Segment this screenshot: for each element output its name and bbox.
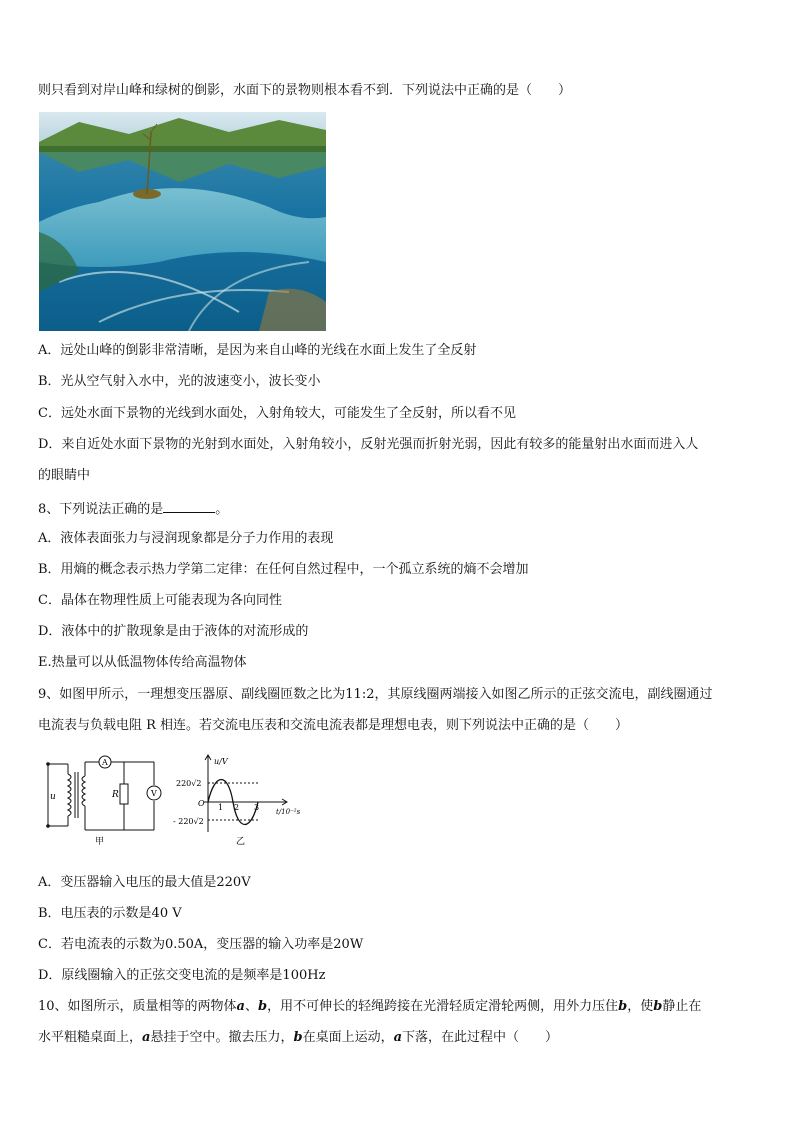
q8-option-e[interactable]: E.热量可以从低温物体传给高温物体 (38, 655, 247, 670)
y-max-label: 220√2 (176, 779, 202, 788)
q10-text: ，用不可伸长的轻绳跨接在光滑轻质定滑轮两侧，用外力压住 (267, 999, 619, 1014)
q9-stem-line1: 9、如图甲所示，一理想变压器原、副线圈匝数之比为11:2，其原线圈两端接入如图乙所示的正弦交流电，副线圈通过 (38, 687, 713, 702)
q7-stem-tail: 则只看到对岸山峰和绿树的倒影，水面下的景物则根本看不到．下列说法中正确的是（ ） (38, 83, 572, 98)
label-resistor: R (112, 790, 119, 800)
q8-option-b[interactable]: B．用熵的概念表示热力学第二定律：在任何自然过程中，一个孤立系统的熵不会增加 (38, 562, 529, 577)
q7-option-c[interactable]: C．远处水面下景物的光线到水面处，入射角较大，可能发生了全反射，所以看不见 (38, 406, 516, 421)
answer-blank[interactable] (163, 500, 215, 513)
q9-option-a[interactable]: A．变压器输入电压的最大值是220V (38, 875, 251, 890)
origin-label: O (198, 799, 205, 808)
tick-3: 3 (254, 803, 260, 812)
q10-var: a (236, 999, 245, 1014)
q8-stem-text: 8、下列说法正确的是 (38, 502, 164, 517)
q10-var: a (393, 1030, 403, 1045)
caption-jia: 甲 (95, 837, 105, 847)
q10-stem-line1 (38, 999, 701, 1015)
q8-stem-end: 。 (215, 502, 229, 517)
q9-stem-line2: 电流表与负载电阻 R 相连。若交流电压表和交流电流表都是理想电表，则下列说法中正确的是（ ） (38, 718, 629, 733)
y-min-label: - 220√2 (173, 817, 204, 826)
q10-text: 水平粗糙桌面上， (38, 1030, 143, 1045)
q10-text: 静止在 (662, 999, 702, 1014)
q8-option-d[interactable]: D．液体中的扩散现象是由于液体的对流形成的 (38, 624, 309, 639)
q7-option-d[interactable]: D．来自近处水面下景物的光射到水面处，入射角较小，反射光强而折射光弱，因此有较多的能量射出水面而进入人 (38, 437, 699, 452)
q10-var: a (142, 1030, 151, 1045)
transformer-circuit-figure (38, 752, 318, 848)
q8-option-a[interactable]: A．液体表面张力与浸润现象都是分子力作用的表现 (38, 531, 334, 546)
tick-1: 1 (218, 803, 224, 812)
voltage-graph (204, 755, 287, 832)
q10-var: b (618, 999, 628, 1014)
q10-text: ，使 (627, 999, 654, 1014)
label-voltmeter: V (151, 789, 157, 798)
q10-var: b (653, 999, 663, 1014)
q10-text: 在桌面上运动， (302, 1030, 394, 1045)
q10-text: 悬挂于空中。撤去压力， (150, 1030, 294, 1045)
q10-var: b (293, 1030, 303, 1045)
q10-stem-line2 (38, 1030, 558, 1046)
q8-stem (38, 500, 228, 518)
q9-option-b[interactable]: B．电压表的示数是40 V (38, 906, 182, 921)
caption-yi: 乙 (236, 837, 246, 847)
q10-text: 下落，在此过程中（ ） (402, 1030, 559, 1045)
label-ammeter: A (102, 758, 108, 767)
label-u: u (50, 792, 56, 802)
q10-text: 、 (244, 999, 258, 1014)
x-axis-label: t/10⁻²s (276, 808, 301, 816)
q9-option-d[interactable]: D．原线圈输入的正弦交变电流的是频率是100Hz (38, 968, 326, 983)
q8-option-c[interactable]: C．晶体在物理性质上可能表现为各向同性 (38, 593, 282, 608)
q7-option-d-continued: 的眼睛中 (38, 468, 91, 483)
lake-reflection-photo (39, 112, 326, 331)
q7-option-b[interactable]: B．光从空气射入水中，光的波速变小，波长变小 (38, 374, 321, 389)
q10-var: b (258, 999, 268, 1014)
q10-text: 10、如图所示，质量相等的两物体 (38, 999, 237, 1014)
tick-2: 2 (234, 803, 240, 812)
y-axis-label: u/V (214, 757, 228, 766)
q9-option-c[interactable]: C．若电流表的示数为0.50A，变压器的输入功率是20W (38, 937, 364, 952)
q7-option-a[interactable]: A．远处山峰的倒影非常清晰，是因为来自山峰的光线在水面上发生了全反射 (38, 343, 477, 358)
